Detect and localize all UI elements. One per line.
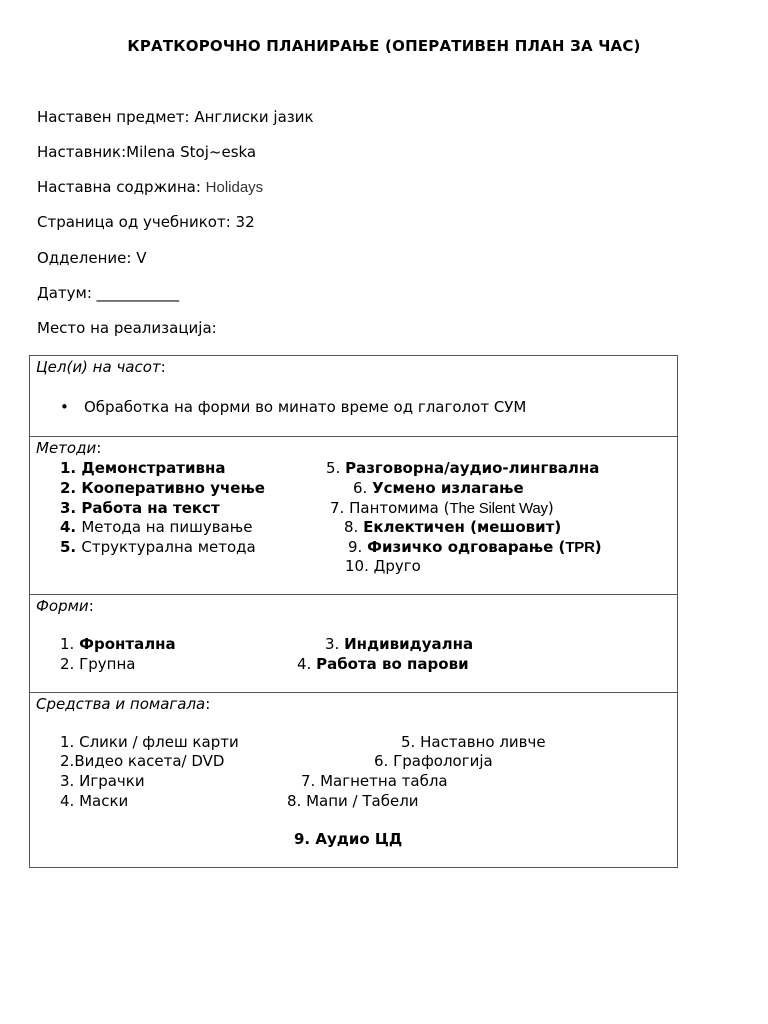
- class-value: V: [136, 249, 147, 267]
- method-item: 3. Работа на текст: [60, 499, 220, 517]
- method-item: 4. Метода на пишување: [60, 518, 253, 536]
- forms-heading: Форми:: [36, 597, 94, 615]
- subject-value: Англиски јазик: [194, 108, 314, 126]
- methods-cell: [30, 437, 678, 595]
- method-item: 8. Еклектичен (мешовит): [344, 518, 562, 536]
- resources-heading: Средства и помагала:: [36, 695, 211, 713]
- resource-item: 6. Графологија: [374, 752, 493, 770]
- form-item: 1. Фронтална: [60, 635, 176, 653]
- page-label: Страница од учебникот:: [37, 213, 236, 231]
- methods-heading: Методи:: [36, 439, 102, 457]
- resource-item: 7. Магнетна табла: [301, 772, 448, 790]
- date-line: [37, 284, 179, 302]
- goals-heading: Цел(и) на часот:: [36, 358, 166, 376]
- resource-item: 4. Маски: [60, 792, 129, 810]
- teacher-value: Milena Stoj~eska: [126, 143, 257, 161]
- forms-cell: [30, 595, 678, 693]
- method-item: 6. Усмено излагање: [353, 479, 524, 497]
- form-item: 3. Индивидуална: [325, 635, 474, 653]
- method-item: 5. Структурална метода: [60, 538, 256, 556]
- form-item: 4. Работа во парови: [297, 655, 469, 673]
- subject-label: Наставен предмет:: [37, 108, 195, 126]
- page-line: [37, 213, 255, 231]
- class-label: Одделение:: [37, 249, 137, 267]
- resources-cell: [30, 693, 678, 868]
- date-label: Датум:: [37, 284, 97, 302]
- method-item: 1. Демонстративна: [60, 459, 226, 477]
- method-item: 10. Друго: [345, 557, 421, 575]
- resource-item: 2.Видео касета/ DVD: [60, 752, 225, 770]
- place-line: [37, 319, 217, 337]
- page-value: 32: [235, 213, 255, 231]
- method-item: 5. Разговорна/аудио-лингвална: [326, 459, 600, 477]
- resource-item: 8. Мапи / Табели: [287, 792, 419, 810]
- resource-item: 3. Играчки: [60, 772, 145, 790]
- date-value: ___________: [96, 284, 180, 302]
- teacher-label: Наставник:: [37, 143, 127, 161]
- subject-line: [37, 108, 314, 126]
- method-item: 7. Пантомима (The Silent Way): [330, 499, 554, 517]
- class-line: [37, 249, 146, 267]
- content-value: Holidays: [205, 179, 264, 196]
- resource-item: 5. Наставно ливче: [401, 733, 546, 751]
- resource-item: 9. Аудио ЦД: [294, 830, 403, 848]
- form-item: 2. Групна: [60, 655, 136, 673]
- goal-item: Обработка на форми во минато време од глаголот СУМ: [84, 398, 527, 416]
- place-label: Место на реализација:: [37, 319, 217, 337]
- lesson-plan-table: [29, 355, 678, 868]
- document-title: КРАТКОРОЧНО ПЛАНИРАЊЕ (ОПЕРАТИВЕН ПЛАН ЗА ЧАС): [127, 37, 641, 55]
- content-line: [37, 178, 263, 196]
- method-item: 2. Кооперативно учење: [60, 479, 265, 497]
- teacher-line: [37, 143, 256, 161]
- resource-item: 1. Слики / флеш карти: [60, 733, 239, 751]
- bullet-icon: •: [60, 398, 69, 416]
- goals-cell: [30, 356, 678, 437]
- method-item: 9. Физичко одговарање (TPR): [348, 538, 602, 556]
- content-label: Наставна содржина:: [37, 178, 206, 196]
